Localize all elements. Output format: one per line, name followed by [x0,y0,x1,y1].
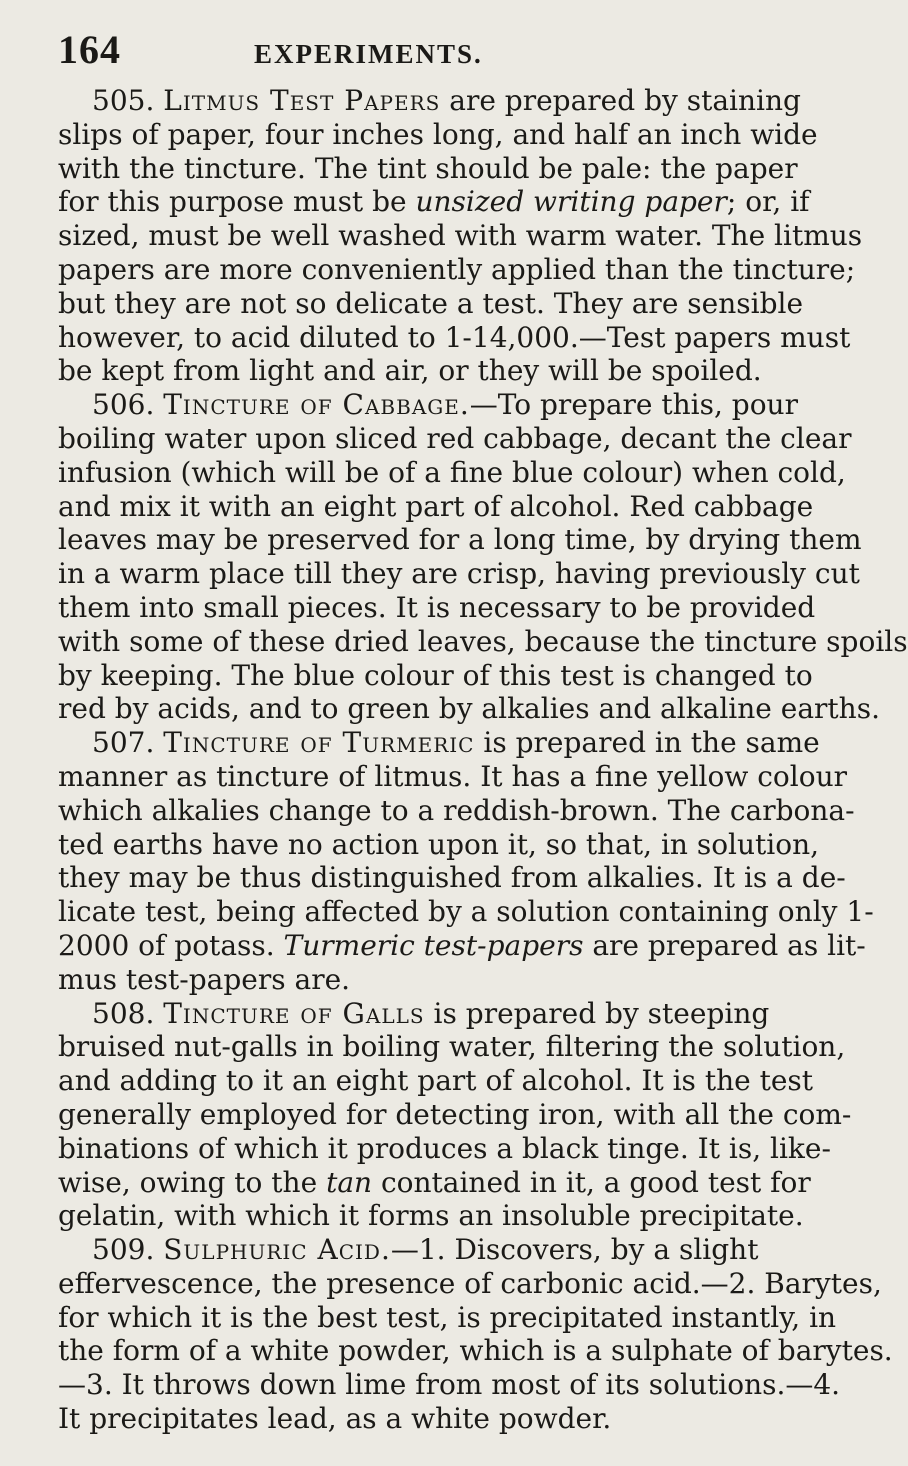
text-line [58,421,852,456]
text-run: are prepared by staining [440,84,801,117]
text-run: for this purpose must be [58,185,416,219]
running-head-title: EXPERIMENTS. [254,39,483,69]
text-line [58,590,816,625]
text-run: boiling water upon sliced red cabbage, decant the clear [58,421,852,455]
text-line [58,658,813,693]
text-line [58,1097,852,1132]
text-line [58,523,862,557]
text-line [58,388,798,422]
text-line [58,489,814,524]
text-line [58,827,820,862]
text-line [58,185,810,219]
page-number: 164 [58,27,121,72]
running-head [58,26,794,80]
text-line [58,1266,882,1301]
text-run: by keeping. The blue colour of this test is changed to [58,658,813,692]
text-line [58,219,863,253]
text-run: 509. [92,1233,164,1267]
text-line [58,117,818,152]
text-run: red by acids, and to green by alkalies and alkaline earths. [58,692,880,726]
text-run: 505. [92,84,164,117]
text-line [58,455,846,490]
text-run: and adding to it an eight part of alcohol. It is the test [58,1064,814,1098]
text-run: ted earths have no action upon it, so that, in solution, [58,827,820,861]
text-line [58,1402,794,1436]
text-line [58,963,794,997]
text-line [58,1368,841,1402]
text-line [58,286,804,321]
italic-text: unsized writing paper [415,185,727,219]
text-line [58,252,856,287]
text-line [58,1165,811,1200]
text-line [58,793,855,828]
italic-text: Turmeric test-papers [283,928,584,962]
text-run: mus test-papers are. [58,962,351,996]
text-run: 2000 of potass. [58,928,284,962]
text-line [58,861,846,895]
text-run: with some of these dried leaves, because the tincture spoils [58,624,908,658]
text-line [58,726,820,760]
section-heading: Tincture of Turmeric [163,726,475,760]
text-run: which alkalies change to a reddish-brown. The carbona- [58,793,855,827]
text-run: ; or, if [726,185,810,219]
text-run: It precipitates lead, as a white powder. [58,1402,612,1436]
text-run: the form of a white powder, which is a sulphate of barytes. [58,1334,893,1368]
text-line [58,151,798,186]
text-run: however, to acid diluted to 1-14,000.—Test papers must [58,320,851,354]
text-line [58,557,860,591]
text-line [58,1131,831,1166]
text-run: are prepared as lit- [583,928,866,962]
text-line [58,692,880,726]
text-run: be kept from light and air, or they will be spoiled. [58,354,762,388]
text-run: —To prepare this, pour [469,388,798,422]
body-text [58,84,908,1436]
italic-text: tan [326,1165,373,1199]
text-run: they may be thus distinguished from alkalies. It is a de- [58,861,846,895]
section-heading: Sulphuric Acid. [163,1233,391,1267]
text-line [58,1233,794,1267]
text-run: sized, must be well washed with warm water. The litmus [58,219,863,253]
text-run: contained in it, a good test for [372,1165,811,1199]
text-line [58,1030,846,1064]
text-run: —3. It throws down lime from most of its solutions.—4. [58,1368,841,1402]
section-heading: Tincture of Cabbage. [163,388,470,422]
text-run: papers are more conveniently applied than the tincture; [58,252,856,286]
text-line [58,1064,814,1098]
text-line [58,320,851,355]
text-run: in a warm place till they are crisp, having previously cut [58,557,860,591]
text-line [58,84,801,118]
text-line [58,928,866,963]
text-run: for which it is the best test, is precipitated instantly, in [58,1300,837,1334]
text-run: 508. [92,996,164,1030]
text-line [58,997,794,1031]
text-line [58,354,794,388]
text-run: binations of which it produces a black tinge. It is, like- [58,1131,831,1165]
text-line [58,1199,804,1233]
text-run: bruised nut-galls in boiling water, filtering the solution, [58,1030,846,1064]
text-run: 506. [92,388,164,422]
text-run: wise, owing to the [58,1165,327,1199]
text-run: is prepared by steeping [424,996,770,1030]
text-run: and mix it with an eight part of alcohol. Red cabbage [58,489,814,523]
text-run: effervescence, the presence of carbonic acid.—2. Barytes, [58,1266,882,1300]
text-run: them into small pieces. It is necessary to be provided [58,590,816,624]
text-line [58,624,908,659]
text-run: generally employed for detecting iron, with all the com- [58,1097,852,1131]
text-run: infusion (which will be of a fine blue colour) when cold, [58,455,846,489]
section-heading: Tincture of Galls [163,996,425,1030]
section-heading: Litmus Test Papers [163,84,441,117]
text-run: but they are not so delicate a test. They are sensible [58,286,804,320]
text-line [58,1300,837,1335]
text-run: gelatin, with which it forms an insoluble precipitate. [58,1199,804,1233]
text-run: —1. Discovers, by a slight [390,1233,759,1267]
text-run: manner as tincture of litmus. It has a fine yellow colour [58,759,848,793]
text-run: is prepared in the same [474,726,820,760]
text-run: slips of paper, four inches long, and half an inch wide [58,117,818,151]
text-line [58,759,848,794]
text-run: with the tincture. The tint should be pale: the paper [58,151,798,185]
text-run: licate test, being affected by a solution containing only 1- [58,895,874,929]
text-run: 507. [92,726,164,760]
text-run: leaves may be preserved for a long time, by drying them [58,523,862,557]
text-line [58,1334,893,1368]
text-line [58,895,874,929]
